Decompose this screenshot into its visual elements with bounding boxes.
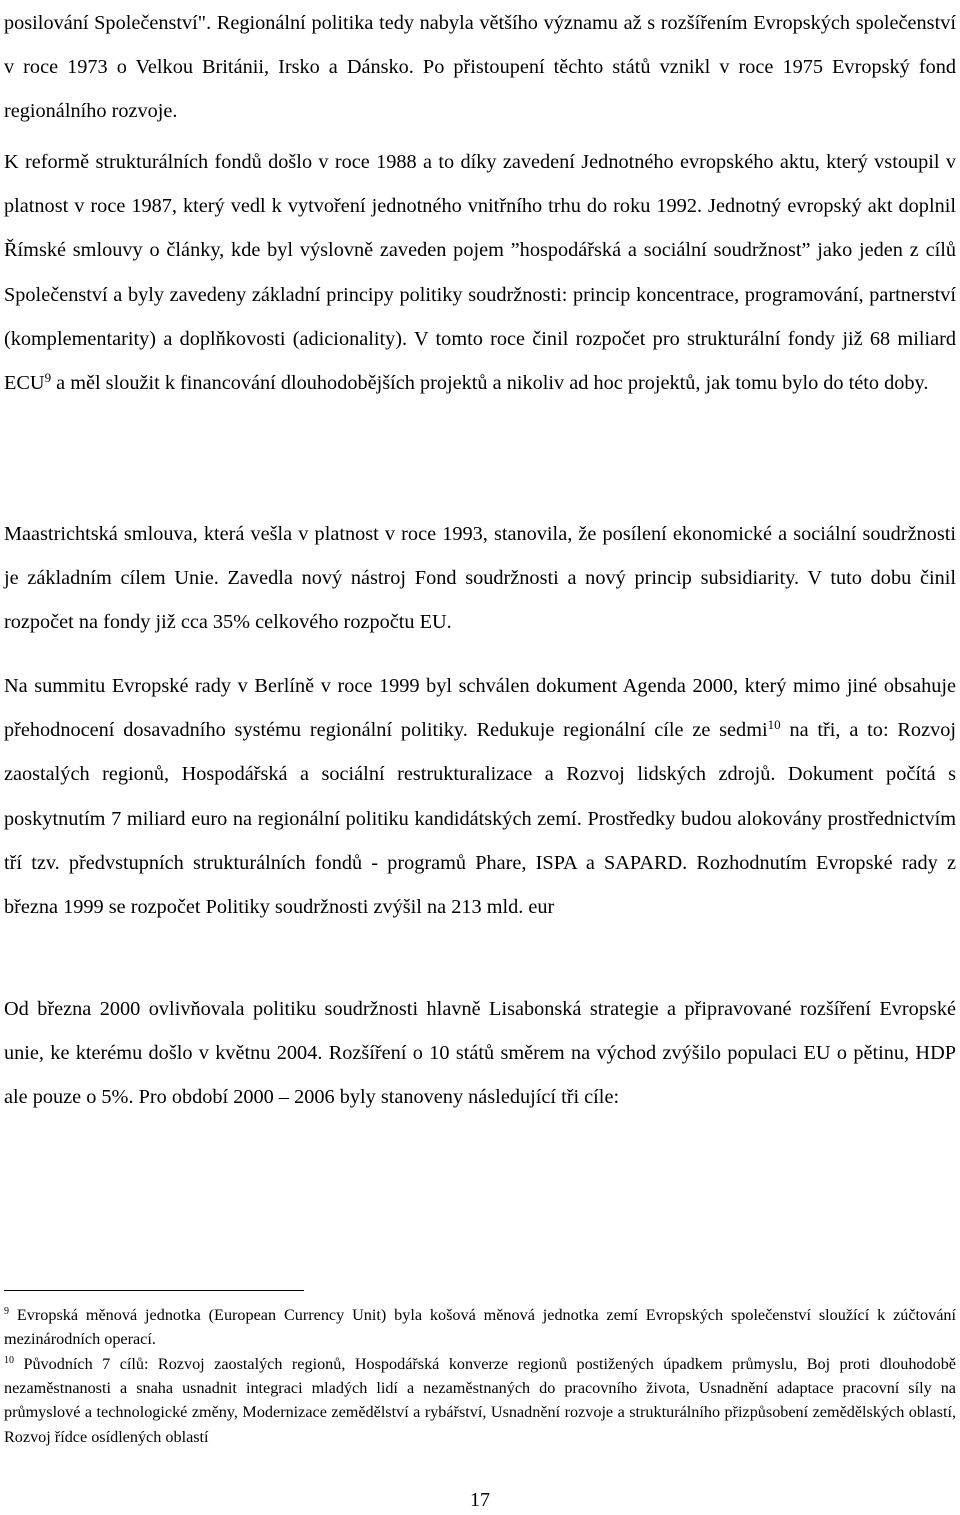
paragraph-text: Na summitu Evropské rady v Berlíně v roce 1999 byl schválen dokument Agenda 2000, který mimo jiné obsahuje přehodnocení dosavadního systému regionální politiky. Redukuje regionální cíle ze sedmi [4, 675, 956, 742]
paragraph-text: a měl sloužit k financování dlouhodobějších projektů a nikoliv ad hoc projektů, jak tomu bylo do této doby. [51, 372, 929, 395]
paragraph-maastricht-treaty: Maastrichtská smlouva, která vešla v platnost v roce 1993, stanovila, že posílení ekonomické a sociální soudržnosti je základním cílem Unie. Zavedla nový nástroj Fond soudržnosti a nový princip subsidiarity. V tuto dobu činil rozpočet na fondy již cca 35% celkového rozpočtu EU. [4, 523, 956, 634]
footnote-text: Původních 7 cílů: Rozvoj zaostalých regionů, Hospodářská konverze regionů postižených úpadkem průmyslu, Boj proti dlouhodobě nezaměstnanosti a snaha usnadnit integraci mladých lidí a nezaměstnaných do pracovního života, Usnadnění adaptace pracovní síly na průmyslové a technologické změny, Modernizace zemědělství a rybářství, Usnadnění rozvoje a strukturálního přizpůsobení zemědělských oblastí, Rozvoj řídce osídlených oblastí [4, 1355, 956, 1446]
paragraph-text: K reformě strukturálních fondů došlo v roce 1988 a to díky zavedení Jednotného evropského aktu, který vstoupil v platnost v roce 1987, který vedl k vytvoření jednotného vnitřního trhu do roku 1992. Jednotný evropský akt doplnil Římské smlouvy o články, kde byl výslovně zaveden pojem ”hospodářská a sociální soudržnost” jako jeden z cílů Společenství a byly zavedeny základní principy politiky soudržnosti: princip koncentrace, programování, partnerství (komplementarity) a doplňkovosti (adicionality). V tomto roce činil rozpočet pro strukturální fondy již 68 miliard ECU [4, 151, 956, 395]
footnote-text: Evropská měnová jednotka (European Currency Unit) byla košová měnová jednotka zemí Evropských společenství sloužící k zúčtování mezinárodních operací. [4, 1306, 956, 1349]
paragraph-text: na tři, a to: Rozvoj zaostalých regionů, Hospodářská a sociální restrukturalizace a Rozvoj lidských zdrojů. Dokument počítá s poskytnutím 7 miliard euro na regionální politiku kandidátských zemí. Prostředky budou alokovány prostřednictvím tří tzv. předvstupních strukturálních fondů - programů Phare, ISPA a SAPARD. Rozhodnutím Evropské rady z března 1999 se rozpočet Politiky soudržnosti zvýšil na 213 mld. eur [4, 719, 956, 919]
footnote [4, 1303, 956, 1351]
document-page [4, 0, 956, 1515]
paragraph-structural-funds-reform [4, 140, 956, 405]
footnote-reference[interactable]: 9 [44, 370, 52, 386]
footnote-mark: 10 [4, 1355, 14, 1366]
paragraph-lisbon-strategy: Od března 2000 ovlivňovala politiku soudržnosti hlavně Lisabonská strategie a připravované rozšíření Evropské unie, ke kterému došlo v květnu 2004. Rozšíření o 10 států směrem na východ zvýšilo populaci EU o pětinu, HDP ale pouze o 5%. Pro období 2000 – 2006 byly stanoveny následující tři cíle: [4, 998, 956, 1109]
footnote-reference[interactable]: 10 [767, 717, 781, 733]
footnote-mark: 9 [4, 1306, 9, 1317]
page-number: 17 [470, 1489, 490, 1511]
paragraph-regional-policy-origins: posilování Společenství". Regionální politika tedy nabyla většího významu až s rozšířením Evropských společenství v roce 1973 o Velkou Británii, Irsko a Dánsko. Po přistoupení těchto států vznikl v roce 1975 Evropský fond regionálního rozvoje. [4, 12, 956, 123]
footnote [4, 1352, 956, 1449]
paragraph-agenda-2000 [4, 664, 956, 929]
footnote-separator [4, 1290, 304, 1291]
